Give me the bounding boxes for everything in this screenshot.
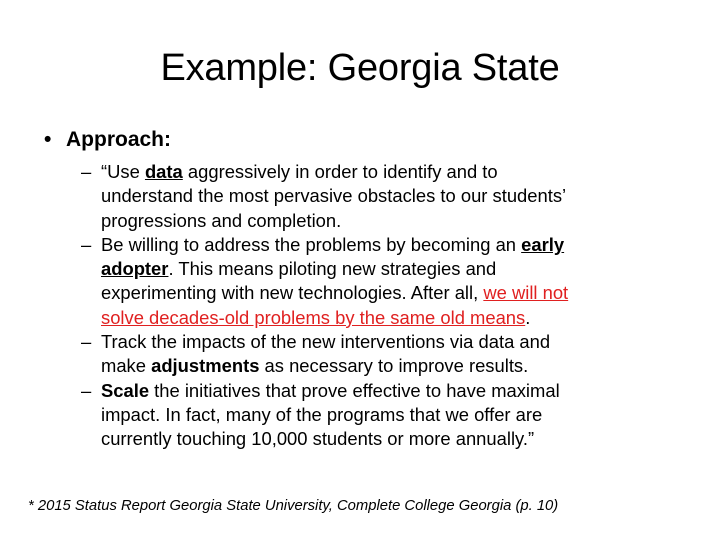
dash-icon: – xyxy=(81,233,92,255)
text-line xyxy=(101,160,681,184)
text-line xyxy=(101,379,681,403)
approach-label: Approach: xyxy=(66,128,171,151)
list-item xyxy=(81,330,681,379)
text-line: understand the most pervasive obstacles to our students’ xyxy=(101,185,567,207)
text-line xyxy=(101,281,681,305)
emphasis-adjustments: adjustments xyxy=(151,355,260,377)
text-run: . xyxy=(525,306,531,328)
text-line: progressions and completion. xyxy=(101,209,342,231)
list-item xyxy=(81,379,681,452)
dash-icon: – xyxy=(81,161,92,182)
text-run: experimenting with new technologies. After all, xyxy=(101,282,484,304)
text-run: the initiatives that prove effective to have maximal xyxy=(149,379,560,401)
emphasis-adopter: adopter xyxy=(101,258,169,280)
text-line xyxy=(101,257,681,281)
text-line xyxy=(101,233,681,257)
footnote: * 2015 Status Report Georgia State University, Complete College Georgia (p. 10) xyxy=(28,498,559,514)
text-run: make xyxy=(101,355,152,377)
dash-icon: – xyxy=(81,331,92,353)
dash-icon: – xyxy=(81,379,92,401)
emphasis-early: early xyxy=(521,233,565,255)
text-line: currently touching 10,000 students or more annually.” xyxy=(101,428,535,450)
list-item xyxy=(81,233,681,330)
text-run: as necessary to improve results. xyxy=(259,355,529,377)
emphasis-red: solve decades-old problems by the same old means xyxy=(101,306,526,328)
text-run: aggressively in order to identify and to xyxy=(182,161,498,182)
slide-title: Example: Georgia State xyxy=(160,47,560,89)
text-line xyxy=(101,306,681,330)
emphasis-scale: Scale xyxy=(101,379,150,401)
text-line: Track the impacts of the new interventions via data and xyxy=(101,331,551,353)
approach-bullet xyxy=(44,127,171,153)
text-line xyxy=(101,354,681,378)
text-line: impact. In fact, many of the programs that we offer are xyxy=(101,403,543,425)
approach-list xyxy=(81,160,681,452)
list-item xyxy=(81,160,681,233)
text-run: . This means piloting new strategies and xyxy=(168,258,497,280)
bullet-dot-icon: • xyxy=(44,128,52,151)
text-run: “Use xyxy=(101,161,145,182)
emphasis-data: data xyxy=(144,161,183,182)
emphasis-red: we will not xyxy=(483,282,569,304)
text-run: Be willing to address the problems by becoming an xyxy=(101,233,522,255)
